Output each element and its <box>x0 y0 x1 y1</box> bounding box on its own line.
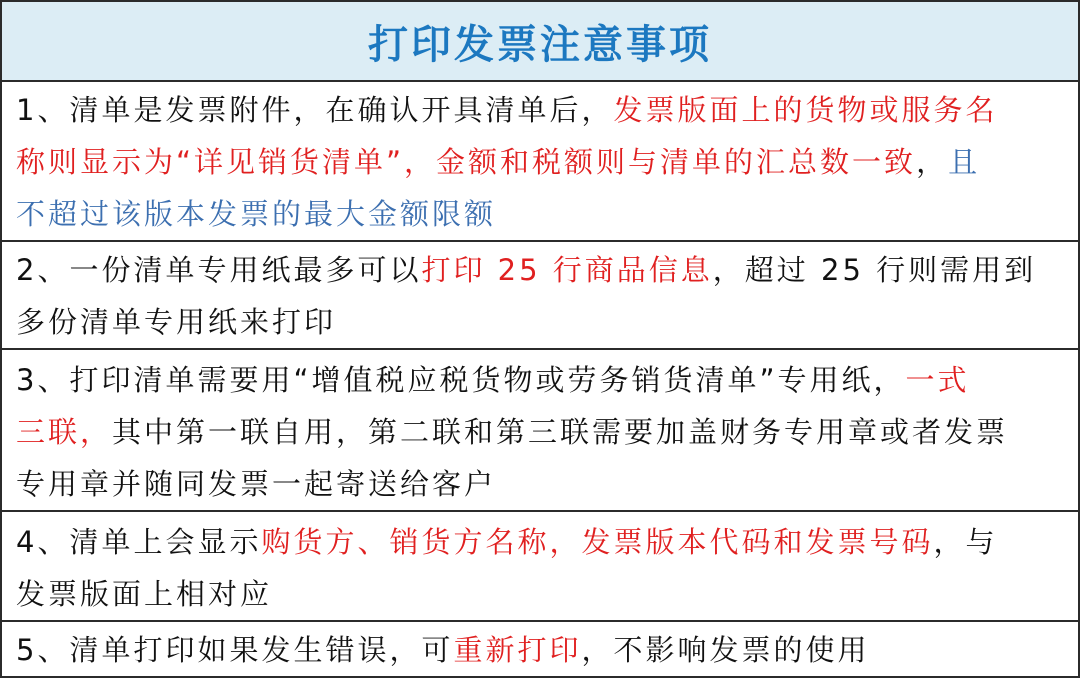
text-run: 1、清单是发票附件，在确认开具清单后， <box>16 93 614 127</box>
notice-item-2 <box>2 242 1078 350</box>
emphasis-text: 一式 <box>905 363 970 397</box>
notice-item-5 <box>2 622 1078 676</box>
text-line <box>16 516 1070 568</box>
text-line <box>16 84 1070 136</box>
emphasis-text: 发票版面上的货物或服务名 <box>613 93 998 127</box>
emphasis-text: 购货方、销货方名称，发票版本代码和发票号码 <box>261 525 934 559</box>
text-run: 4、清单上会显示 <box>16 525 262 559</box>
text-line <box>16 354 1070 406</box>
text-line <box>16 568 1070 620</box>
notice-item-4 <box>2 512 1078 622</box>
text-line <box>16 244 1070 296</box>
text-run: ，超过 25 行则需用到 <box>712 253 1037 287</box>
text-run: 专用章并随同发票一起寄送给客户 <box>16 467 497 501</box>
text-line <box>16 458 1070 510</box>
note-text: 不超过该版本发票的最大金额限额 <box>16 197 497 231</box>
text-run: ，与 <box>933 525 998 559</box>
text-line <box>16 136 1070 188</box>
emphasis-text: 重新打印 <box>453 633 582 667</box>
text-run: 多份清单专用纸来打印 <box>16 305 337 339</box>
text-run: 发票版面上相对应 <box>16 577 273 611</box>
emphasis-text: 三联， <box>16 415 113 449</box>
text-run: 3、打印清单需要用“增值税应税货物或劳务销货清单”专用纸， <box>16 363 906 397</box>
emphasis-text: 打印 25 行商品信息 <box>421 253 713 287</box>
note-text: 且 <box>948 145 981 179</box>
emphasis-text: 称则显示为“详见销货清单”，金额和税额则与清单的汇总数一致 <box>16 145 917 179</box>
notice-item-3 <box>2 350 1078 512</box>
text-line <box>16 624 1070 676</box>
text-line <box>16 296 1070 348</box>
title-bar <box>2 2 1078 82</box>
text-run: ， <box>916 145 949 179</box>
text-run: ，不影响发票的使用 <box>581 633 870 667</box>
text-run: 5、清单打印如果发生错误，可 <box>16 633 454 667</box>
text-run: 2、一份清单专用纸最多可以 <box>16 253 422 287</box>
text-line <box>16 406 1070 458</box>
page-title: 打印发票注意事项 <box>368 21 712 68</box>
text-run: 其中第一联自用，第二联和第三联需要加盖财务专用章或者发票 <box>112 415 1009 449</box>
text-line <box>16 188 1070 240</box>
notice-item-1 <box>2 82 1078 242</box>
